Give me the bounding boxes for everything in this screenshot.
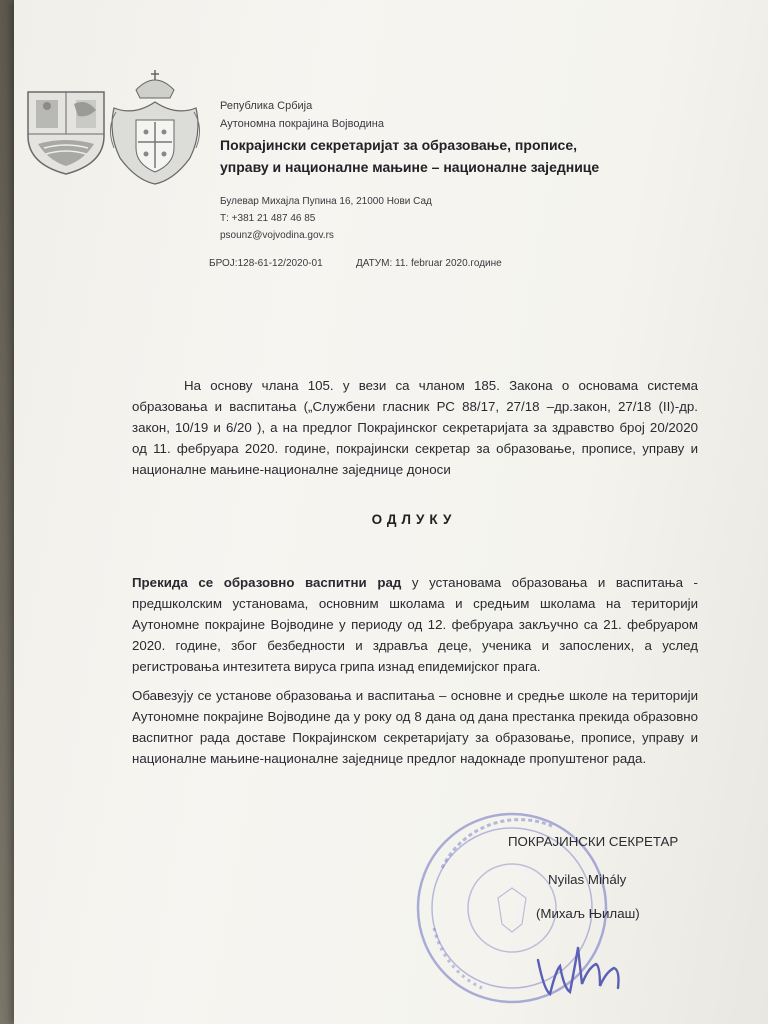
decision-title: ОДЛУКУ [371,512,457,527]
decision-paragraph-2: Обавезују се установе образовања и васпитања – основне и средње школе на територији Аутономне покрајине Војводине да у року од 8 дана од дана престанка прекида образовно васпитног рада доставе Покрајинском секретаријату за образовање, прописе, управу и националне мањине-националне заједнице предлог надокнаде пропуштеног рада. [132,688,698,766]
secretariat-title-line2: управу и националне мањине – националне заједнице [220,159,600,175]
document-page [14,0,768,1024]
paragraph1-rest: у установама образовања и васпитања - предшколским установама, основним школама и средњим школама на територији Аутономне покрајине Војводине у периоду од 12. фебруара закључно са 21. фебруаром 2020. године, због безбедности и здравља деце, ученика и запослених, а услед регистровања интезитета вируса грипа изнад епидемијског прага. [132,575,698,674]
secretariat-title-line1: Покрајински секретаријат за образовање, прописе, [220,137,578,153]
document-date: ДАТУМ: 11. februar 2020.године [356,258,502,269]
signatory-role: ПОКРАЈИНСКИ СЕКРЕТАР [508,834,679,849]
signatory-name-cyrillic: (Михаљ Њилаш) [536,906,640,921]
preamble-paragraph: На основу члана 105. у вези са чланом 185. Закона о основама система образовања и васпитања („Службени гласник РС 88/17, 27/18 –др.закон, 27/18 (II)-др. закон, 10/19 и 6/20 ), а на предлог Покрајинског секретаријата за здравство број 20/2020 од 11. фебруара 2020. године, покрајински секретар за образовање, прописе, управу и националне мањине-националне заједнице доноси [132,378,698,477]
phone: Т: +381 21 487 46 85 [220,213,316,224]
document-number: БРОЈ:128-61-12/2020-01 [209,258,323,269]
signatory-name-latin: Nyilas Mihály [548,872,627,887]
decision-paragraph-1 [132,572,698,677]
paragraph1-bold: Прекида се образовно васпитни рад [132,575,402,590]
republic-label: Република Србија [220,100,313,112]
serbia-coat-of-arms-icon [106,68,204,186]
address: Булевар Михајла Пупина 16, 21000 Нови Сад [220,196,432,207]
province-label: Аутономна покрајина Војводина [220,118,384,130]
handwritten-signature-icon [534,930,644,1010]
vojvodina-coat-of-arms-icon [24,88,108,176]
email: psounz@vojvodina.gov.rs [220,230,334,241]
